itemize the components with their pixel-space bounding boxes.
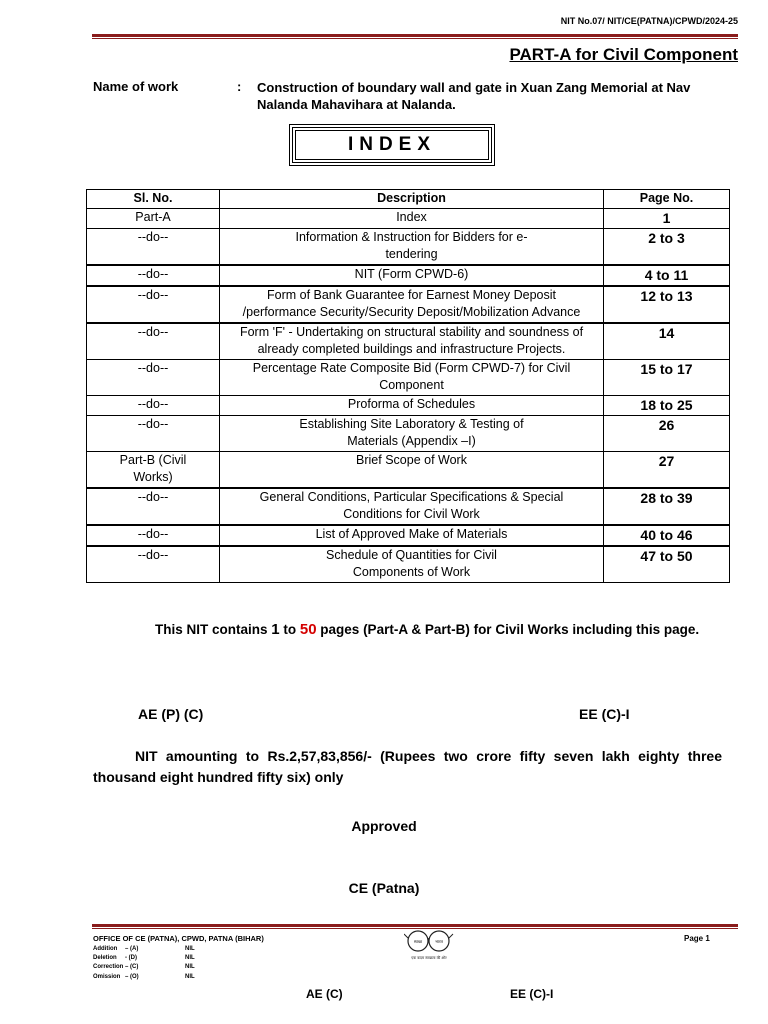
row-sl: --do--	[87, 546, 220, 583]
header-rule	[92, 34, 738, 39]
row-page: 28 to 39	[604, 488, 730, 525]
contains-to: 50	[299, 621, 317, 638]
row-description: Establishing Site Laboratory & Testing of Materials (Appendix –I)	[220, 415, 604, 451]
row-page: 27	[604, 451, 730, 488]
row-page: 47 to 50	[604, 546, 730, 583]
table-row	[87, 451, 730, 488]
row-description: Proforma of Schedules	[220, 395, 604, 415]
part-title: PART-A for Civil Component	[509, 45, 738, 64]
signature-ee: EE (C)-I	[579, 706, 630, 722]
amendment-row: Deletion - (D) NIL	[93, 955, 195, 962]
amendment-row: Addition – (A) NIL	[93, 946, 195, 952]
logo-text-right: भारत	[435, 939, 443, 944]
table-row	[87, 323, 730, 360]
name-of-work-colon: :	[237, 79, 242, 94]
logo-caption: एक कदम स्वच्छता की ओर	[411, 956, 447, 960]
index-title: INDEX	[292, 127, 492, 163]
name-of-work-value: Construction of boundary wall and gate in Xuan Zang Memorial at Nav Nalanda Mahavihara at Nalanda.	[257, 80, 691, 112]
row-sl: --do--	[87, 265, 220, 286]
nit-amount: NIT amounting to Rs.2,57,83,856/- (Rupees two crore fifty seven lakh eighty three thousand eight hundred fifty six) only	[93, 748, 722, 785]
contains-suffix: pages (Part-A & Part-B) for Civil Works including this page.	[316, 622, 700, 637]
row-description: Percentage Rate Composite Bid (Form CPWD-7) for Civil Component	[220, 359, 604, 395]
row-page: 18 to 25	[604, 395, 730, 415]
table-row	[87, 488, 730, 525]
row-description: Schedule of Quantities for Civil Components of Work	[220, 546, 604, 583]
table-row	[87, 415, 730, 451]
table-row	[87, 546, 730, 583]
row-sl: --do--	[87, 488, 220, 525]
contains-from: 1	[271, 621, 280, 638]
row-description: Form 'F' - Undertaking on structural stability and soundness of already completed buildings and infrastructure Projects.	[220, 323, 604, 360]
row-description: List of Approved Make of Materials	[220, 525, 604, 546]
row-page: 40 to 46	[604, 525, 730, 546]
row-sl: --do--	[87, 359, 220, 395]
row-description: NIT (Form CPWD-6)	[220, 265, 604, 286]
signature-ae: AE (P) (C)	[138, 706, 204, 722]
row-description: Index	[220, 208, 604, 228]
table-row	[87, 286, 730, 323]
row-sl: --do--	[87, 525, 220, 546]
table-row	[87, 228, 730, 265]
approver-ce: CE (Patna)	[348, 880, 420, 896]
row-description: Information & Instruction for Bidders for e-tendering	[220, 228, 604, 265]
index-table	[86, 189, 730, 583]
footer-rule	[92, 924, 738, 929]
contains-prefix: This NIT contains	[155, 622, 272, 637]
logo-text-left: स्वच्छ	[413, 939, 423, 944]
row-description: General Conditions, Particular Specifications & Special Conditions for Civil Work	[220, 488, 604, 525]
row-sl: Part-B (Civil Works)	[87, 451, 220, 488]
row-page: 26	[604, 415, 730, 451]
table-row	[87, 265, 730, 286]
row-sl: --do--	[87, 228, 220, 265]
nit-reference: NIT No.07/ NIT/CE(PATNA)/CPWD/2024-25	[560, 16, 738, 26]
row-page: 2 to 3	[604, 228, 730, 265]
row-page: 12 to 13	[604, 286, 730, 323]
approved-label: Approved	[351, 818, 417, 834]
row-description: Brief Scope of Work	[220, 451, 604, 488]
row-page: 15 to 17	[604, 359, 730, 395]
table-row	[87, 395, 730, 415]
footer-signature-ae: AE (C)	[306, 987, 343, 1001]
amendment-row: Omission – (O) NIL	[93, 973, 195, 980]
row-page: 4 to 11	[604, 265, 730, 286]
row-sl: --do--	[87, 286, 220, 323]
footer-office: OFFICE OF CE (PATNA), CPWD, PATNA (BIHAR)	[93, 934, 264, 943]
glasses-icon	[404, 930, 454, 962]
header-page-no: Page No.	[604, 190, 730, 209]
row-sl: --do--	[87, 323, 220, 360]
row-description: Form of Bank Guarantee for Earnest Money Deposit /performance Security/Security Deposit/Mobilization Advance	[220, 286, 604, 323]
amendment-row: Correction – (C) NIL	[93, 964, 195, 971]
page-count-statement	[93, 620, 721, 639]
amendment-list	[93, 945, 195, 982]
table-header-row	[87, 190, 730, 209]
row-page: 14	[604, 323, 730, 360]
row-page: 1	[604, 208, 730, 228]
contains-to-word: to	[279, 622, 300, 637]
header-description: Description	[220, 190, 604, 209]
table-row	[87, 208, 730, 228]
row-sl: Part-A	[87, 208, 220, 228]
table-row	[87, 359, 730, 395]
header-sl-no: Sl. No.	[87, 190, 220, 209]
swachh-bharat-logo	[404, 930, 454, 962]
table-row	[87, 525, 730, 546]
row-sl: --do--	[87, 395, 220, 415]
row-sl: --do--	[87, 415, 220, 451]
footer-page-number: Page 1	[684, 934, 710, 943]
footer-signature-ee: EE (C)-I	[510, 987, 554, 1001]
name-of-work-label: Name of work	[93, 79, 179, 94]
